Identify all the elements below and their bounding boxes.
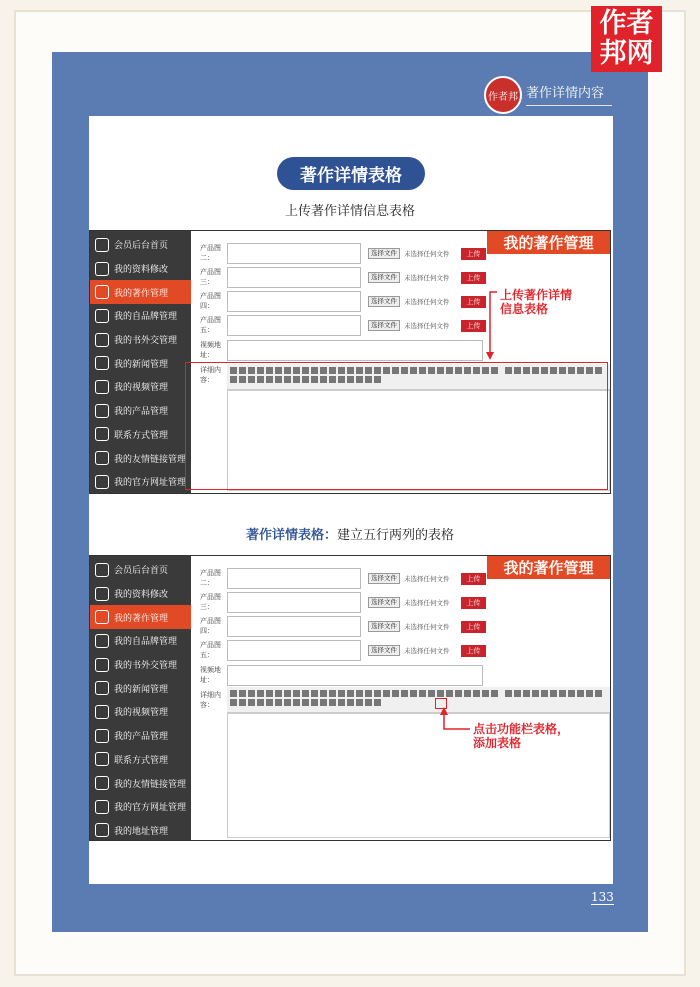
sidebar-item-label: 我的产品管理: [114, 407, 169, 418]
menu-icon: [95, 563, 109, 577]
sidebar-item[interactable]: [90, 351, 191, 375]
row-label: 产品图 三：: [200, 268, 221, 286]
sidebar-item[interactable]: [90, 233, 191, 257]
video-field[interactable]: [227, 340, 483, 361]
choose-file-button[interactable]: 选择文件: [368, 573, 400, 584]
image-field[interactable]: [227, 291, 361, 312]
sidebar-item-label: 我的书外交管理: [114, 661, 178, 672]
sidebar-item[interactable]: [90, 653, 191, 677]
sidebar-item-label: 我的官方网址管理: [114, 478, 187, 489]
section-subtitle: 上传著作详情信息表格: [284, 204, 415, 219]
sidebar-item-label: 我的官方网址管理: [114, 803, 187, 814]
menu-icon: [95, 238, 109, 252]
sidebar-item[interactable]: [90, 257, 191, 281]
choose-file-button[interactable]: 选择文件: [368, 296, 400, 307]
row-label: 产品图 五：: [200, 316, 221, 334]
upload-button[interactable]: 上传: [461, 296, 486, 308]
page-banner: 我的著作管理: [487, 556, 610, 579]
arrow-down-icon: [485, 290, 499, 362]
page-banner: 我的著作管理: [487, 231, 610, 254]
editor-toolbar[interactable]: [227, 687, 610, 713]
sidebar-1: [90, 231, 191, 493]
sidebar-item-label: 我的友情链接管理: [114, 454, 187, 465]
video-row: [191, 339, 610, 363]
sidebar-item-label: 联系方式管理: [114, 430, 169, 441]
choose-file-button[interactable]: 选择文件: [368, 272, 400, 283]
sidebar-2: [90, 556, 191, 840]
menu-icon: [95, 752, 109, 766]
sidebar-item-label: 我的新闻管理: [114, 684, 169, 695]
menu-icon: [95, 451, 109, 465]
sidebar-item[interactable]: [90, 470, 191, 494]
menu-icon: [95, 285, 109, 299]
sidebar-item[interactable]: [90, 375, 191, 399]
sidebar-item[interactable]: [90, 724, 191, 748]
menu-icon: [95, 634, 109, 648]
no-file-text: 未选择任何文件: [404, 298, 450, 306]
sidebar-item[interactable]: [90, 700, 191, 724]
sidebar-item[interactable]: [90, 676, 191, 700]
menu-icon: [95, 681, 109, 695]
sidebar-item-label: 我的地址管理: [114, 826, 169, 837]
screenshot-1: [89, 230, 611, 494]
upload-button[interactable]: 上传: [461, 621, 486, 633]
sidebar-item-label: 我的资料修改: [114, 265, 169, 276]
sidebar-item[interactable]: [90, 328, 191, 352]
sidebar-item-label: 联系方式管理: [114, 755, 169, 766]
menu-icon: [95, 356, 109, 370]
sidebar-item[interactable]: [90, 446, 191, 470]
menu-icon: [95, 610, 109, 624]
header-title: 著作详情内容: [526, 82, 612, 106]
menu-icon: [95, 380, 109, 394]
no-file-text: 未选择任何文件: [404, 322, 450, 330]
arrow-pointer-icon: [440, 707, 472, 735]
row-label: 产品图 四：: [200, 617, 221, 635]
image-field[interactable]: [227, 267, 361, 288]
form-row: [191, 615, 610, 639]
choose-file-button[interactable]: 选择文件: [368, 320, 400, 331]
form-area-1: [191, 231, 610, 493]
sidebar-item-label: 会员后台首页: [114, 241, 169, 252]
sidebar-item-label: 会员后台首页: [114, 566, 169, 577]
sidebar-item-label: 我的著作管理: [114, 288, 169, 299]
upload-button[interactable]: 上传: [461, 573, 486, 585]
menu-icon: [95, 427, 109, 441]
site-logo: [591, 6, 662, 72]
choose-file-button[interactable]: 选择文件: [368, 248, 400, 259]
sidebar-item[interactable]: [90, 771, 191, 795]
screenshot-2: [89, 555, 611, 841]
image-field[interactable]: [227, 640, 361, 661]
menu-icon: [95, 705, 109, 719]
menu-icon: [95, 404, 109, 418]
sidebar-item-label: 我的资料修改: [114, 590, 169, 601]
sidebar-item[interactable]: [90, 748, 191, 772]
video-field[interactable]: [227, 665, 483, 686]
video-label: 视频地 址：: [200, 666, 221, 684]
sidebar-item[interactable]: [90, 304, 191, 328]
upload-button[interactable]: 上传: [461, 645, 486, 657]
sidebar-item[interactable]: [90, 280, 191, 304]
sidebar-item-label: 我的自品牌管理: [114, 312, 178, 323]
sidebar-item[interactable]: [90, 423, 191, 447]
upload-button[interactable]: 上传: [461, 320, 486, 332]
menu-icon: [95, 262, 109, 276]
annotation-2: 点击功能栏表格， 添加表格: [473, 722, 570, 750]
logo-line1: 作者: [599, 8, 654, 39]
sidebar-item-label: 我的视频管理: [114, 383, 169, 394]
sidebar-item-label: 我的产品管理: [114, 732, 169, 743]
row-label: 产品图 三：: [200, 593, 221, 611]
choose-file-button[interactable]: 选择文件: [368, 645, 400, 656]
menu-icon: [95, 776, 109, 790]
no-file-text: 未选择任何文件: [404, 575, 450, 583]
form-row: [191, 266, 610, 290]
menu-icon: [95, 800, 109, 814]
choose-file-button[interactable]: 选择文件: [368, 621, 400, 632]
sidebar-item[interactable]: [90, 399, 191, 423]
no-file-text: 未选择任何文件: [404, 274, 450, 282]
sidebar-item-label: 我的书外交管理: [114, 336, 178, 347]
image-field[interactable]: [227, 243, 361, 264]
detail-label: 详细内 容：: [200, 366, 221, 384]
no-file-text: 未选择任何文件: [404, 599, 450, 607]
sidebar-item[interactable]: [90, 582, 191, 606]
row-label: 产品图 五：: [200, 641, 221, 659]
annotation-1: 上传著作详情 信息表格: [500, 288, 573, 316]
upload-button[interactable]: 上传: [461, 597, 486, 609]
form-area-2: [191, 556, 610, 840]
highlight-frame: [185, 362, 608, 490]
form-row: [191, 639, 610, 663]
sidebar-item-label: 我的自品牌管理: [114, 637, 178, 648]
sidebar-item-label: 我的新闻管理: [114, 359, 169, 370]
sidebar-item[interactable]: [90, 605, 191, 629]
sidebar-item-label: 我的著作管理: [114, 613, 169, 624]
row-label: 产品图 二：: [200, 244, 221, 262]
menu-icon: [95, 658, 109, 672]
no-file-text: 未选择任何文件: [404, 623, 450, 631]
sidebar-item[interactable]: [90, 795, 191, 819]
menu-icon: [95, 729, 109, 743]
caption-bold: 著作详情表格：: [245, 528, 337, 543]
no-file-text: 未选择任何文件: [404, 250, 450, 258]
sidebar-item[interactable]: [90, 558, 191, 582]
image-field[interactable]: [227, 616, 361, 637]
image-field[interactable]: [227, 568, 361, 589]
menu-icon: [95, 475, 109, 489]
page-number: 133: [591, 890, 614, 904]
row-label: 产品图 四：: [200, 292, 221, 310]
upload-button[interactable]: 上传: [461, 248, 486, 260]
image-field[interactable]: [227, 592, 361, 613]
header-badge: 作者邦: [484, 76, 522, 114]
no-file-text: 未选择任何文件: [404, 647, 450, 655]
image-field[interactable]: [227, 315, 361, 336]
video-label: 视频地 址：: [200, 341, 221, 359]
video-row: [191, 664, 610, 688]
menu-icon: [95, 823, 109, 837]
menu-icon: [95, 333, 109, 347]
section-title: 著作详情表格: [277, 157, 425, 190]
form-row: [191, 591, 610, 615]
logo-line2: 邦网: [599, 38, 654, 69]
form-row: [191, 314, 610, 338]
sidebar-item-label: 我的视频管理: [114, 708, 169, 719]
caption-text: 建立五行两列的表格: [337, 528, 455, 543]
sidebar-item-label: 我的友情链接管理: [114, 779, 187, 790]
sidebar-item[interactable]: [90, 629, 191, 653]
detail-label: 详细内 容：: [200, 691, 221, 709]
caption: [180, 524, 520, 543]
sidebar-item[interactable]: [90, 819, 191, 841]
menu-icon: [95, 309, 109, 323]
upload-button[interactable]: 上传: [461, 272, 486, 284]
row-label: 产品图 二：: [200, 569, 221, 587]
choose-file-button[interactable]: 选择文件: [368, 597, 400, 608]
menu-icon: [95, 587, 109, 601]
